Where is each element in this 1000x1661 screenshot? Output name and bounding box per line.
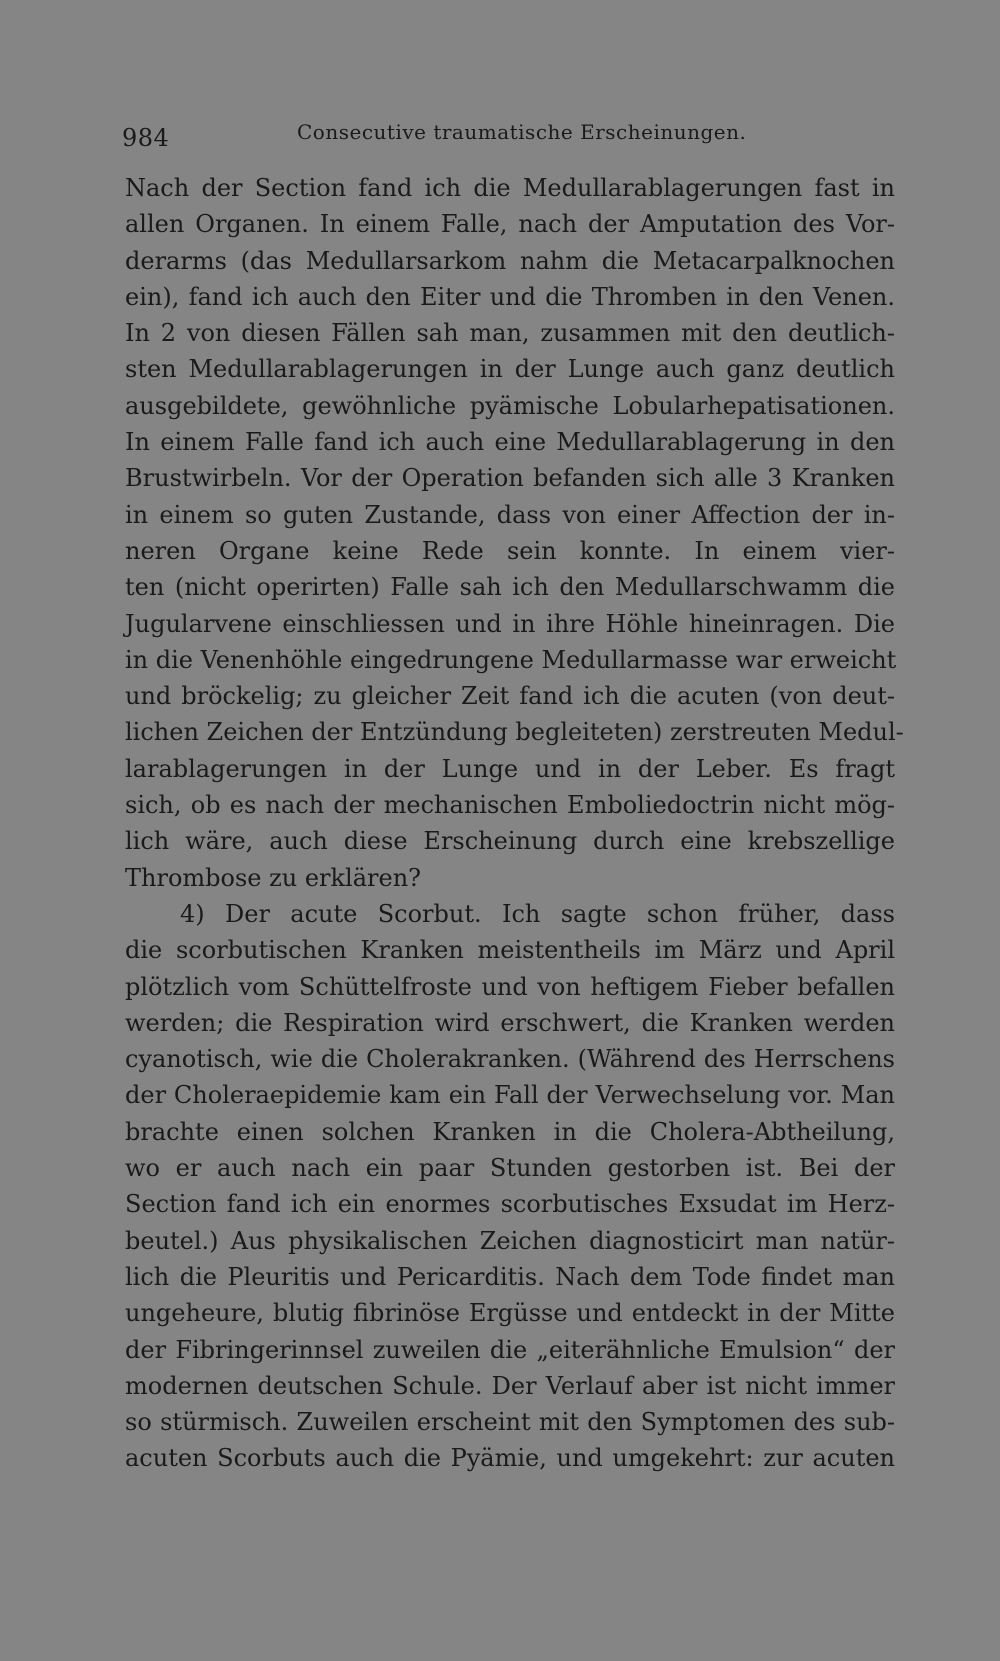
text-line: lichen Zeichen der Entzündung begleiteten) zerstreuten Medul-: [125, 718, 904, 747]
text-line: sten Medullarablagerungen in der Lunge auch ganz deutlich: [125, 355, 895, 384]
text-line: cyanotisch, wie die Cholerakranken. (Während des Herrschens: [125, 1045, 895, 1074]
text-line: lich die Pleuritis und Pericarditis. Nach dem Tode findet man: [125, 1262, 895, 1291]
text-line: die scorbutischen Kranken meistentheils im März und April: [125, 936, 895, 965]
text-line: brachte einen solchen Kranken in die Cholera-Abtheilung,: [125, 1117, 895, 1146]
text-line: plötzlich vom Schüttelfroste und von heftigem Fieber befallen: [125, 972, 895, 1001]
text-line: lich wäre, auch diese Erscheinung durch eine krebszellige: [125, 827, 895, 856]
text-line: Jugularvene einschliessen und in ihre Höhle hineinragen. Die: [125, 609, 895, 638]
text-line: Brustwirbeln. Vor der Operation befanden sich alle 3 Kranken: [125, 464, 895, 493]
text-line: ausgebildete, gewöhnliche pyämische Lobularhepatisationen.: [125, 391, 895, 420]
text-line: ungeheure, blutig fibrinöse Ergüsse und entdeckt in der Mitte: [125, 1299, 895, 1328]
text-line: wo er auch nach ein paar Stunden gestorben ist. Bei der: [125, 1154, 895, 1183]
text-line: ein), fand ich auch den Eiter und die Thromben in den Venen.: [125, 282, 895, 311]
text-line: in die Venenhöhle eingedrungene Medullarmasse war erweicht: [125, 645, 897, 674]
text-line: und bröckelig; zu gleicher Zeit fand ich die acuten (von deut-: [125, 682, 895, 711]
text-line: In 2 von diesen Fällen sah man, zusammen mit den deutlich-: [125, 319, 895, 348]
text-line: acuten Scorbuts auch die Pyämie, und umgekehrt: zur acuten: [125, 1444, 895, 1473]
page-header: [122, 120, 902, 150]
text-line: beutel.) Aus physikalischen Zeichen diagnosticirt man natür-: [125, 1226, 895, 1255]
text-line: derarms (das Medullarsarkom nahm die Metacarpalknochen: [125, 246, 895, 275]
text-line: Thrombose zu erklären?: [125, 863, 422, 892]
text-line: modernen deutschen Schule. Der Verlauf aber ist nicht immer: [125, 1371, 895, 1400]
text-line: Section fand ich ein enormes scorbutisches Exsudat im Herz-: [125, 1190, 895, 1219]
running-title: Consecutive traumatische Erscheinungen.: [297, 120, 747, 144]
text-line: so stürmisch. Zuweilen erscheint mit den Symptomen des sub-: [125, 1408, 895, 1437]
text-line: In einem Falle fand ich auch eine Medullarablagerung in den: [125, 428, 895, 457]
text-line: der Choleraepidemie kam ein Fall der Verwechselung vor. Man: [125, 1081, 895, 1110]
text-line: in einem so guten Zustande, dass von einer Affection der in-: [125, 500, 895, 529]
text-line: der Fibringerinnsel zuweilen die „eiterähnliche Emulsion“ der: [125, 1335, 895, 1364]
body-text: [125, 170, 904, 1477]
page-number: 984: [122, 124, 170, 152]
text-line: werden; die Respiration wird erschwert, die Kranken werden: [125, 1008, 895, 1037]
text-line: ten (nicht operirten) Falle sah ich den Medullarschwamm die: [125, 573, 895, 602]
text-line: sich, ob es nach der mechanischen Emboliedoctrin nicht mög-: [125, 791, 895, 820]
text-line: Nach der Section fand ich die Medullarablagerungen fast in: [125, 174, 895, 202]
section-heading-line: 4) Der acute Scorbut. Ich sagte schon früher, dass: [180, 899, 895, 928]
text-line: larablagerungen in der Lunge und in der Leber. Es fragt: [125, 754, 895, 783]
text-line: neren Organe keine Rede sein konnte. In einem vier-: [125, 536, 895, 565]
text-line: allen Organen. In einem Falle, nach der Amputation des Vor-: [125, 210, 895, 239]
